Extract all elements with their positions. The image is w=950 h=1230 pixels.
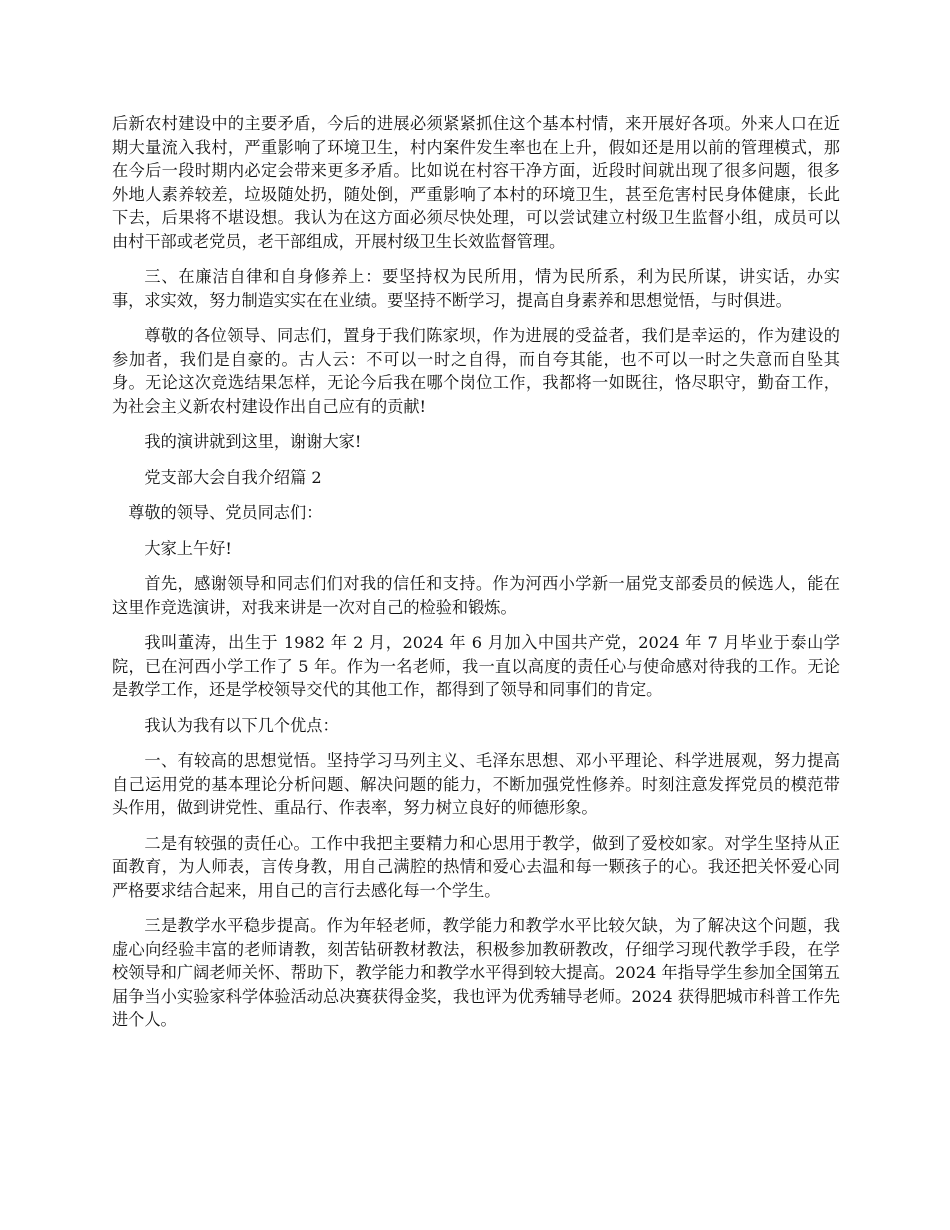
paragraph-self-introduction: 我叫董涛，出生于 1982 年 2 月，2024 年 6 月加入中国共产党，2024 年 7 月毕业于泰山学院，已在河西小学工作了 5 年。作为一名老师，我一直以高度的责任心与使命感对待我的工作。无论是教学工作，还是学校领导交代的其他工作，都得到了领导和同事们的肯定。 (112, 633, 840, 699)
section-heading: 党支部大会自我介绍篇 2 (144, 467, 322, 487)
paragraph-strengths-intro: 我认为我有以下几个优点： (144, 715, 339, 735)
paragraph-greeting: 大家上午好! (144, 538, 232, 558)
paragraph-gratitude: 首先，感谢领导和同志们们对我的信任和支持。作为河西小学新一届党支部委员的候选人，能在这里作竞选演讲，对我来讲是一次对自己的检验和锻炼。 (112, 574, 840, 617)
paragraph-strength-responsibility: 二是有较强的责任心。工作中我把主要精力和心思用于教学，做到了爱校如家。对学生坚持从正面教育，为人师表，言传身教，用自己满腔的热情和爱心去温和每一颗孩子的心。我还把关怀爱心同严格要求结合起来，用自己的言行去感化每一个学生。 (112, 833, 840, 900)
paragraph-closing-remarks: 尊敬的各位领导、同志们，置身于我们陈家坝，作为进展的受益者，我们是幸运的，作为建设的参加者，我们是自豪的。古人云：不可以一时之自得，而自夸其能，也不可以一时之失意而自坠其身。无论这次竞选结果怎样，无论今后我在哪个岗位工作，我都将一如既往，恪尽职守，勤奋工作，为社会主义新农村建设作出自己应有的贡献! (112, 326, 840, 416)
paragraph-salutation: 尊敬的领导、党员同志们： (128, 503, 323, 522)
paragraph-village-environment: 后新农村建设中的主要矛盾，今后的进展必须紧紧抓住这个基本村情，来开展好各项。外来人口在近期大量流入我村，严重影响了环境卫生，村内案件发生率也在上升，假如还是用以前的管理模式，那在今后一段时期内必定会带来更多矛盾。比如说在村容干净方面，近段时间就出现了很多问题，很多外地人素养较差，垃圾随处扔，随处倒，严重影响了本村的环境卫生，甚至危害村民身体健康，长此下去，后果将不堪设想。我认为在这方面必须尽快处理，可以尝试建立村级卫生监督小组，成员可以由村干部或老党员，老干部组成，开展村级卫生长效监督管理。 (112, 114, 840, 251)
paragraph-strength-ideology: 一、有较高的思想觉悟。坚持学习马列主义、毛泽东思想、邓小平理论、科学进展观，努力提高自己运用党的基本理论分析问题、解决问题的能力，不断加强党性修养。时刻注意发挥党员的模范带头作用，做到讲党性、重品行、作表率，努力树立良好的师德形象。 (112, 751, 840, 817)
document-page (112, 112, 840, 1044)
paragraph-integrity: 三、在廉洁自律和自身修养上：要坚持权为民所用，情为民所系，利为民所谋，讲实话，办实事，求实效，努力制造实实在在业绩。要坚持不断学习，提高自身素养和思想觉悟，与时俱进。 (112, 267, 840, 310)
paragraph-thanks: 我的演讲就到这里，谢谢大家! (144, 432, 362, 451)
paragraph-strength-teaching: 三是教学水平稳步提高。作为年轻老师，教学能力和教学水平比较欠缺，为了解决这个问题，我虚心向经验丰富的老师请教，刻苦钻研教材教法，积极参加教研教改，仔细学习现代教学手段，在学校领导和广阔老师关怀、帮助下，教学能力和教学水平得到较大提高。2024 年指导学生参加全国第五届争当小实验家科学体验活动总决赛获得金奖，我也评为优秀辅导老师。2024 获得肥城市科普工作先进个人。 (112, 916, 840, 1029)
